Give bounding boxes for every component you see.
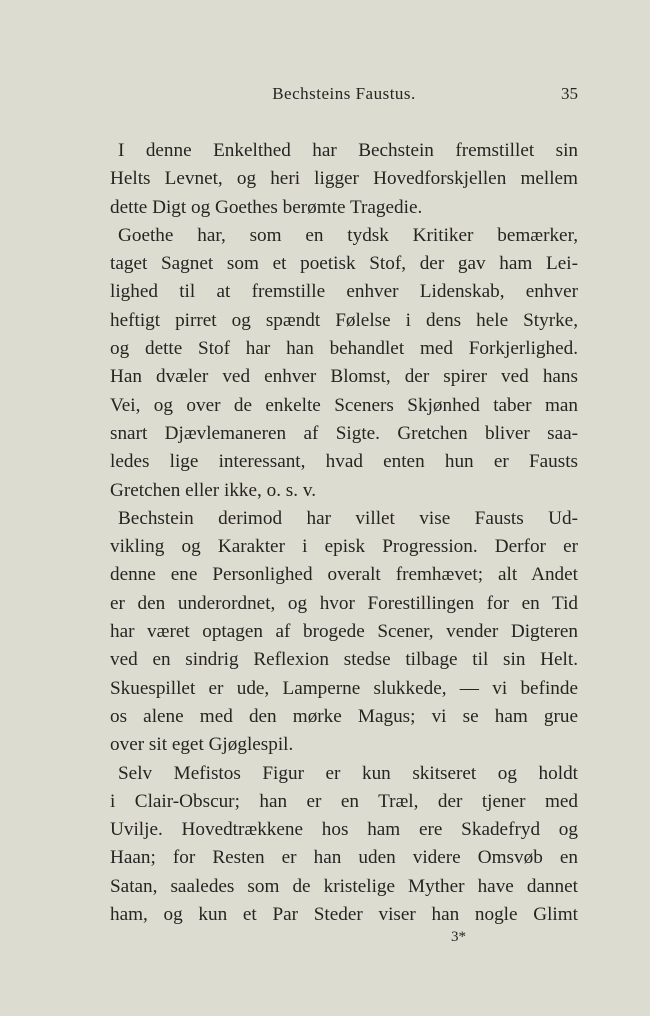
- text-line: Uvilje. Hovedtrækkene hos ham ere Skadefryd og: [110, 819, 578, 841]
- text-line: ham, og kun et Par Steder viser han nogle Glimt: [110, 904, 578, 926]
- text-line: Selv Mefistos Figur er kun skitseret og holdt: [118, 762, 578, 784]
- running-header: [110, 84, 578, 108]
- text-line: vikling og Karakter i episk Progression. Derfor er: [110, 536, 578, 558]
- signature-mark: 3*: [451, 929, 466, 945]
- text-line: Skuespillet er ude, Lamperne slukkede, — vi befinde: [110, 677, 578, 699]
- text-line: Han dvæler ved enhver Blomst, der spirer ved hans: [110, 366, 578, 388]
- text-line: I denne Enkelthed har Bechstein fremstillet sin: [118, 140, 578, 161]
- text-line: har været optagen af brogede Scener, vender Digteren: [110, 621, 578, 643]
- text-line: Helts Levnet, og heri ligger Hovedforskjellen mellem: [110, 168, 578, 190]
- running-title: Bechsteins Faustus.: [272, 84, 416, 103]
- page-number: 35: [561, 84, 578, 103]
- text-line: Gretchen eller ikke, o. s. v.: [110, 479, 317, 501]
- text-line: og dette Stof har han behandlet med Forkjerlighed.: [110, 338, 578, 360]
- text-line: snart Djævlemaneren af Sigte. Gretchen bliver saa-: [110, 422, 578, 444]
- text-line: heftigt pirret og spændt Følelse i dens hele Styrke,: [110, 309, 578, 331]
- text-line: denne ene Personlighed overalt fremhævet; alt Andet: [110, 564, 578, 586]
- text-line: er den underordnet, og hvor Forestillingen for en Tid: [110, 592, 578, 614]
- text-line: over sit eget Gjøglespil.: [110, 734, 294, 756]
- text-line: Goethe har, som en tydsk Kritiker bemærker,: [118, 224, 578, 246]
- body-text: [110, 137, 578, 929]
- text-line: taget Sagnet som et poetisk Stof, der gav ham Lei-: [110, 253, 578, 275]
- text-line: Vei, og over de enkelte Sceners Skjønhed taber man: [110, 394, 578, 416]
- text-line: Bechstein derimod har villet vise Fausts Ud-: [118, 507, 578, 529]
- text-line: Haan; for Resten er han uden videre Omsvøb en: [110, 847, 578, 869]
- text-line: ved en sindrig Reflexion stedse tilbage til sin Helt.: [110, 649, 578, 671]
- text-line: lighed til at fremstille enhver Lidenskab, enhver: [110, 281, 578, 303]
- text-line: ledes lige interessant, hvad enten hun er Fausts: [110, 451, 578, 473]
- text-line: Satan, saaledes som de kristelige Myther have dannet: [110, 875, 578, 897]
- text-line: os alene med den mørke Magus; vi se ham grue: [110, 705, 578, 727]
- text-line: i Clair-Obscur; han er en Træl, der tjener med: [110, 790, 578, 812]
- text-line: dette Digt og Goethes berømte Tragedie.: [110, 196, 423, 218]
